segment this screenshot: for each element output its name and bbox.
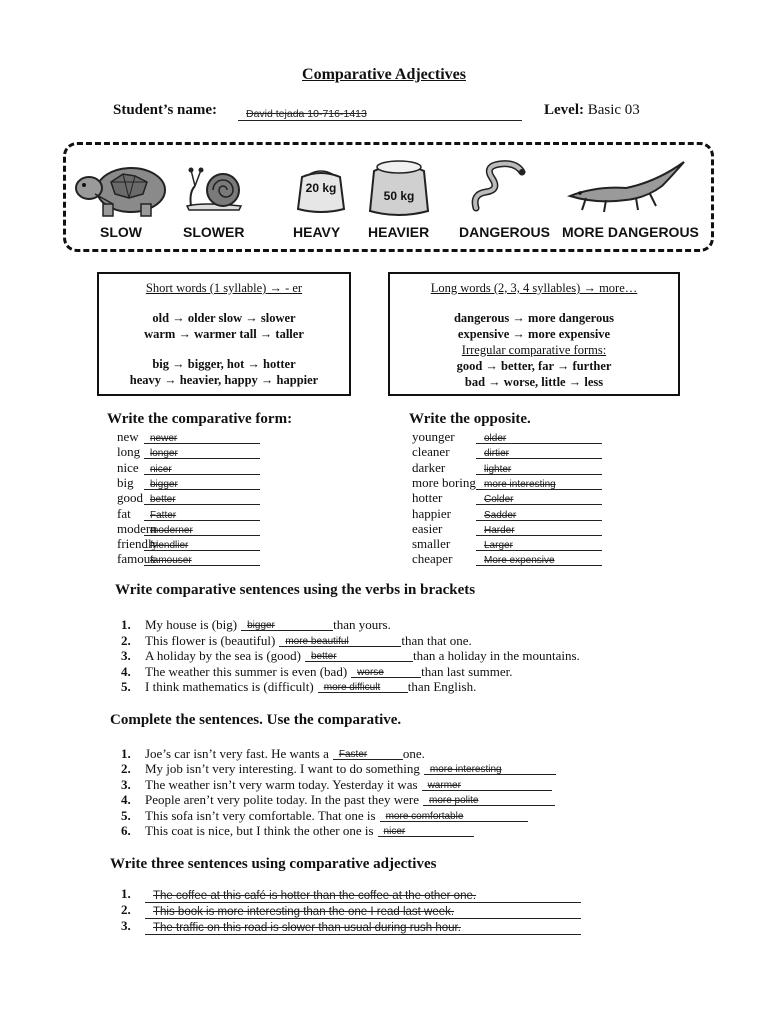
comparative-answer-field[interactable] bbox=[144, 509, 260, 521]
sentence-text-after: one. bbox=[402, 746, 425, 761]
opposite-answer: More expensive bbox=[484, 555, 555, 567]
item-number: 1. bbox=[121, 886, 131, 901]
sentence-row bbox=[145, 633, 472, 649]
sentence-text-after: than last summer. bbox=[421, 663, 513, 679]
caption-slower: SLOWER bbox=[183, 224, 245, 240]
sentence-row bbox=[145, 761, 556, 777]
section5-answer: This book is more interesting than the one I read last week. bbox=[153, 906, 455, 918]
sentence-row bbox=[145, 823, 474, 839]
sentence-row bbox=[145, 746, 425, 762]
section5-answer-field[interactable] bbox=[145, 906, 581, 919]
opposite-word: smaller bbox=[412, 536, 451, 552]
sentence-text: This sofa isn’t very comfortable. That one is bbox=[145, 807, 376, 823]
sentence-row bbox=[145, 679, 476, 695]
item-number: 2. bbox=[121, 761, 131, 777]
sentence-text: Joe’s car isn’t very fast. He wants a bbox=[145, 746, 329, 761]
long-rule-line: bad → worse, little → less bbox=[464, 375, 604, 389]
comparative-answer-field[interactable] bbox=[144, 478, 260, 490]
section4-answer-field[interactable] bbox=[422, 778, 552, 791]
comparative-word: nice bbox=[117, 459, 139, 475]
item-number: 5. bbox=[121, 679, 131, 695]
opposite-answer-field[interactable] bbox=[476, 539, 602, 551]
small-bag-weight: 20 kg bbox=[305, 181, 337, 195]
section3-answer-field[interactable] bbox=[318, 680, 408, 693]
sentence-answer: Faster bbox=[338, 749, 368, 760]
sentence-row bbox=[145, 792, 555, 808]
level-label: Level: bbox=[544, 102, 584, 118]
item-number: 6. bbox=[121, 823, 131, 838]
sentence-row bbox=[145, 617, 391, 633]
opposite-answer-field[interactable] bbox=[476, 493, 602, 505]
sentence-text: This coat is nice, but I think the other one is bbox=[145, 823, 374, 838]
section5-heading: Write three sentences using comparative adjectives bbox=[110, 856, 437, 872]
comparative-answer: friendlier bbox=[150, 540, 189, 552]
sack-icon bbox=[366, 157, 432, 217]
short-rule-line: big → bigger, hot → hotter bbox=[152, 357, 296, 371]
comparative-answer: bigger bbox=[150, 478, 178, 490]
opposite-word: more boring bbox=[412, 474, 476, 490]
opposite-answer: Harder bbox=[484, 524, 515, 536]
comparative-answer-field[interactable] bbox=[144, 524, 260, 536]
page-title: Comparative Adjectives bbox=[302, 66, 466, 83]
item-number: 1. bbox=[121, 617, 131, 632]
sentence-answer: worse bbox=[357, 666, 384, 678]
section3-answer-field[interactable] bbox=[351, 665, 421, 678]
item-number: 1. bbox=[121, 746, 131, 761]
opposite-answer-field[interactable] bbox=[476, 447, 602, 459]
comparative-answer-field[interactable] bbox=[144, 493, 260, 505]
sentence-answer: better bbox=[310, 651, 337, 663]
item-number: 3. bbox=[121, 918, 131, 933]
sentence-text-after: than that one. bbox=[401, 632, 472, 648]
sentence-row bbox=[145, 648, 580, 664]
section4-heading: Complete the sentences. Use the comparative. bbox=[110, 712, 402, 728]
big-bag bbox=[366, 157, 432, 217]
section4-answer-field[interactable] bbox=[333, 747, 403, 760]
item-number: 3. bbox=[121, 648, 131, 664]
sentence-row bbox=[145, 664, 513, 680]
sentence-text: A holiday by the sea is (good) bbox=[145, 648, 301, 664]
sentence-answer: more comfortable bbox=[385, 810, 464, 822]
comparative-heading: Write the comparative form: bbox=[107, 411, 293, 427]
sentence-answer: more beautiful bbox=[285, 635, 349, 647]
comparative-answer: newer bbox=[150, 433, 178, 444]
sentence-answer: bigger bbox=[247, 620, 275, 631]
opposite-answer: Larger bbox=[484, 540, 513, 552]
section3-answer-field[interactable] bbox=[279, 634, 401, 647]
section3-answer-field[interactable] bbox=[241, 618, 333, 631]
opposite-word: darker bbox=[412, 459, 446, 475]
short-rule-line: old → older slow → slower bbox=[152, 311, 296, 325]
snake-icon bbox=[470, 158, 530, 214]
long-rule-line: expensive → more expensive bbox=[457, 327, 611, 341]
level-group bbox=[544, 102, 640, 119]
item-number: 4. bbox=[121, 792, 131, 808]
sentence-answer: more difficult bbox=[323, 682, 381, 694]
section3-answer-field[interactable] bbox=[305, 649, 413, 662]
short-words-title: Short words (1 syllable) → - er bbox=[145, 281, 303, 295]
student-name-label: Student’s name: bbox=[113, 102, 218, 118]
section4-answer-field[interactable] bbox=[380, 809, 528, 822]
student-name-field[interactable] bbox=[238, 106, 522, 121]
sentence-text-after: than yours. bbox=[333, 617, 391, 632]
sentence-text-after: than a holiday in the mountains. bbox=[412, 648, 580, 664]
long-words-box bbox=[388, 272, 680, 396]
item-number: 2. bbox=[121, 902, 131, 917]
sentence-row bbox=[145, 777, 552, 793]
caption-more-dangerous: MORE DANGEROUS bbox=[562, 224, 699, 240]
item-number: 2. bbox=[121, 632, 131, 648]
opposite-answer-field[interactable] bbox=[476, 524, 602, 536]
section5-answer-field[interactable] bbox=[145, 890, 581, 903]
opposite-answer: dirtier bbox=[484, 448, 510, 460]
section5-answer: The coffee at this café is hotter than the coffee at the other one. bbox=[153, 890, 477, 902]
caption-slow: SLOW bbox=[100, 224, 142, 240]
irregular-title: Irregular comparative forms: bbox=[461, 343, 607, 357]
item-number: 5. bbox=[121, 807, 131, 823]
item-number: 3. bbox=[121, 776, 131, 792]
sentence-text: The weather isn’t very warm today. Yesterday it was bbox=[145, 776, 418, 792]
comparative-word: fat bbox=[117, 505, 131, 521]
opposite-heading: Write the opposite. bbox=[409, 411, 531, 427]
opposite-answer-field[interactable] bbox=[476, 509, 602, 521]
comparative-answer: moderner bbox=[150, 524, 193, 536]
opposite-word: cleaner bbox=[412, 444, 450, 460]
short-words-box bbox=[97, 272, 351, 396]
section4-answer-field[interactable] bbox=[424, 762, 556, 775]
small-bag bbox=[294, 167, 348, 215]
sentence-answer: more polite bbox=[429, 795, 479, 807]
comparative-word: friendly bbox=[117, 536, 159, 552]
comparative-answer-field[interactable] bbox=[144, 447, 260, 459]
opposite-answer: lighter bbox=[484, 463, 512, 475]
comparative-word: famous bbox=[117, 551, 156, 567]
comparative-answer-field[interactable] bbox=[144, 539, 260, 551]
comparative-answer: famouser bbox=[150, 555, 192, 567]
section5-answer: The traffic on this road is slower than usual during rush hour. bbox=[153, 922, 461, 934]
caption-heavy: HEAVY bbox=[293, 224, 341, 240]
comparative-word: modern bbox=[117, 520, 157, 536]
snail-icon bbox=[183, 164, 245, 214]
comparative-answer: Fatter bbox=[150, 509, 177, 521]
comparative-word: long bbox=[117, 444, 141, 460]
sentence-answer: nicer bbox=[383, 826, 406, 837]
sentence-text: People aren’t very polite today. In the past they were bbox=[145, 792, 419, 808]
sentence-text: This flower is (beautiful) bbox=[145, 632, 276, 648]
section4-answer-field[interactable] bbox=[423, 793, 555, 806]
comparative-answer-field[interactable] bbox=[144, 463, 260, 475]
level-value: Basic 03 bbox=[587, 102, 640, 118]
turtle-icon bbox=[73, 160, 173, 220]
comparative-word: good bbox=[117, 490, 143, 506]
opposite-answer: Sadder bbox=[484, 509, 517, 521]
item-number: 4. bbox=[121, 663, 131, 679]
opposite-word: hotter bbox=[412, 490, 443, 506]
comparative-answer-field[interactable] bbox=[144, 432, 260, 444]
opposite-word: cheaper bbox=[412, 551, 453, 567]
long-rule-line: good → better, far → further bbox=[456, 359, 612, 373]
sentence-row bbox=[145, 808, 528, 824]
opposite-answer: older bbox=[484, 433, 507, 444]
opposite-answer-field[interactable] bbox=[476, 463, 602, 475]
short-rule-line: warm → warmer tall → taller bbox=[144, 327, 304, 341]
comparative-word: new bbox=[117, 429, 139, 444]
long-words-title: Long words (2, 3, 4 syllables) → more… bbox=[430, 281, 638, 295]
opposite-answer: Colder bbox=[484, 494, 514, 506]
sentence-text-after: than English. bbox=[407, 679, 477, 695]
big-bag-weight: 50 kg bbox=[383, 189, 415, 203]
caption-heavier: HEAVIER bbox=[368, 224, 430, 240]
section3-heading: Write comparative sentences using the verbs in brackets bbox=[115, 582, 476, 598]
comparative-answer: better bbox=[150, 494, 176, 506]
opposite-word: happier bbox=[412, 505, 451, 521]
caption-dangerous: DANGEROUS bbox=[459, 224, 551, 240]
opposite-answer: more interesting bbox=[484, 478, 556, 490]
sentence-answer: warmer bbox=[427, 779, 461, 791]
comparative-answer: longer bbox=[150, 448, 178, 460]
section5-answer-field[interactable] bbox=[145, 922, 581, 935]
sentence-text: I think mathematics is (difficult) bbox=[145, 679, 314, 695]
sentence-text: My job isn’t very interesting. I want to do something bbox=[145, 761, 420, 777]
comparative-answer-field[interactable] bbox=[144, 554, 260, 566]
opposite-word: easier bbox=[412, 520, 443, 536]
section4-answer-field[interactable] bbox=[378, 824, 474, 837]
opposite-answer-field[interactable] bbox=[476, 432, 602, 444]
sentence-text: My house is (big) bbox=[145, 617, 238, 632]
opposite-word: younger bbox=[412, 429, 455, 444]
sentence-answer: more interesting bbox=[429, 764, 502, 776]
sentence-text: The weather this summer is even (bad) bbox=[145, 663, 348, 679]
comparative-answer: nicer bbox=[150, 463, 172, 475]
short-rule-line: heavy → heavier, happy → happier bbox=[129, 373, 319, 387]
opposite-answer-field[interactable] bbox=[476, 554, 602, 566]
comparative-word: big bbox=[117, 474, 134, 490]
opposite-answer-field[interactable] bbox=[476, 478, 602, 490]
crocodile-icon bbox=[566, 156, 688, 216]
long-rule-line: dangerous → more dangerous bbox=[453, 311, 615, 325]
student-name-value: David tejada 10-716-1413 bbox=[246, 108, 367, 120]
